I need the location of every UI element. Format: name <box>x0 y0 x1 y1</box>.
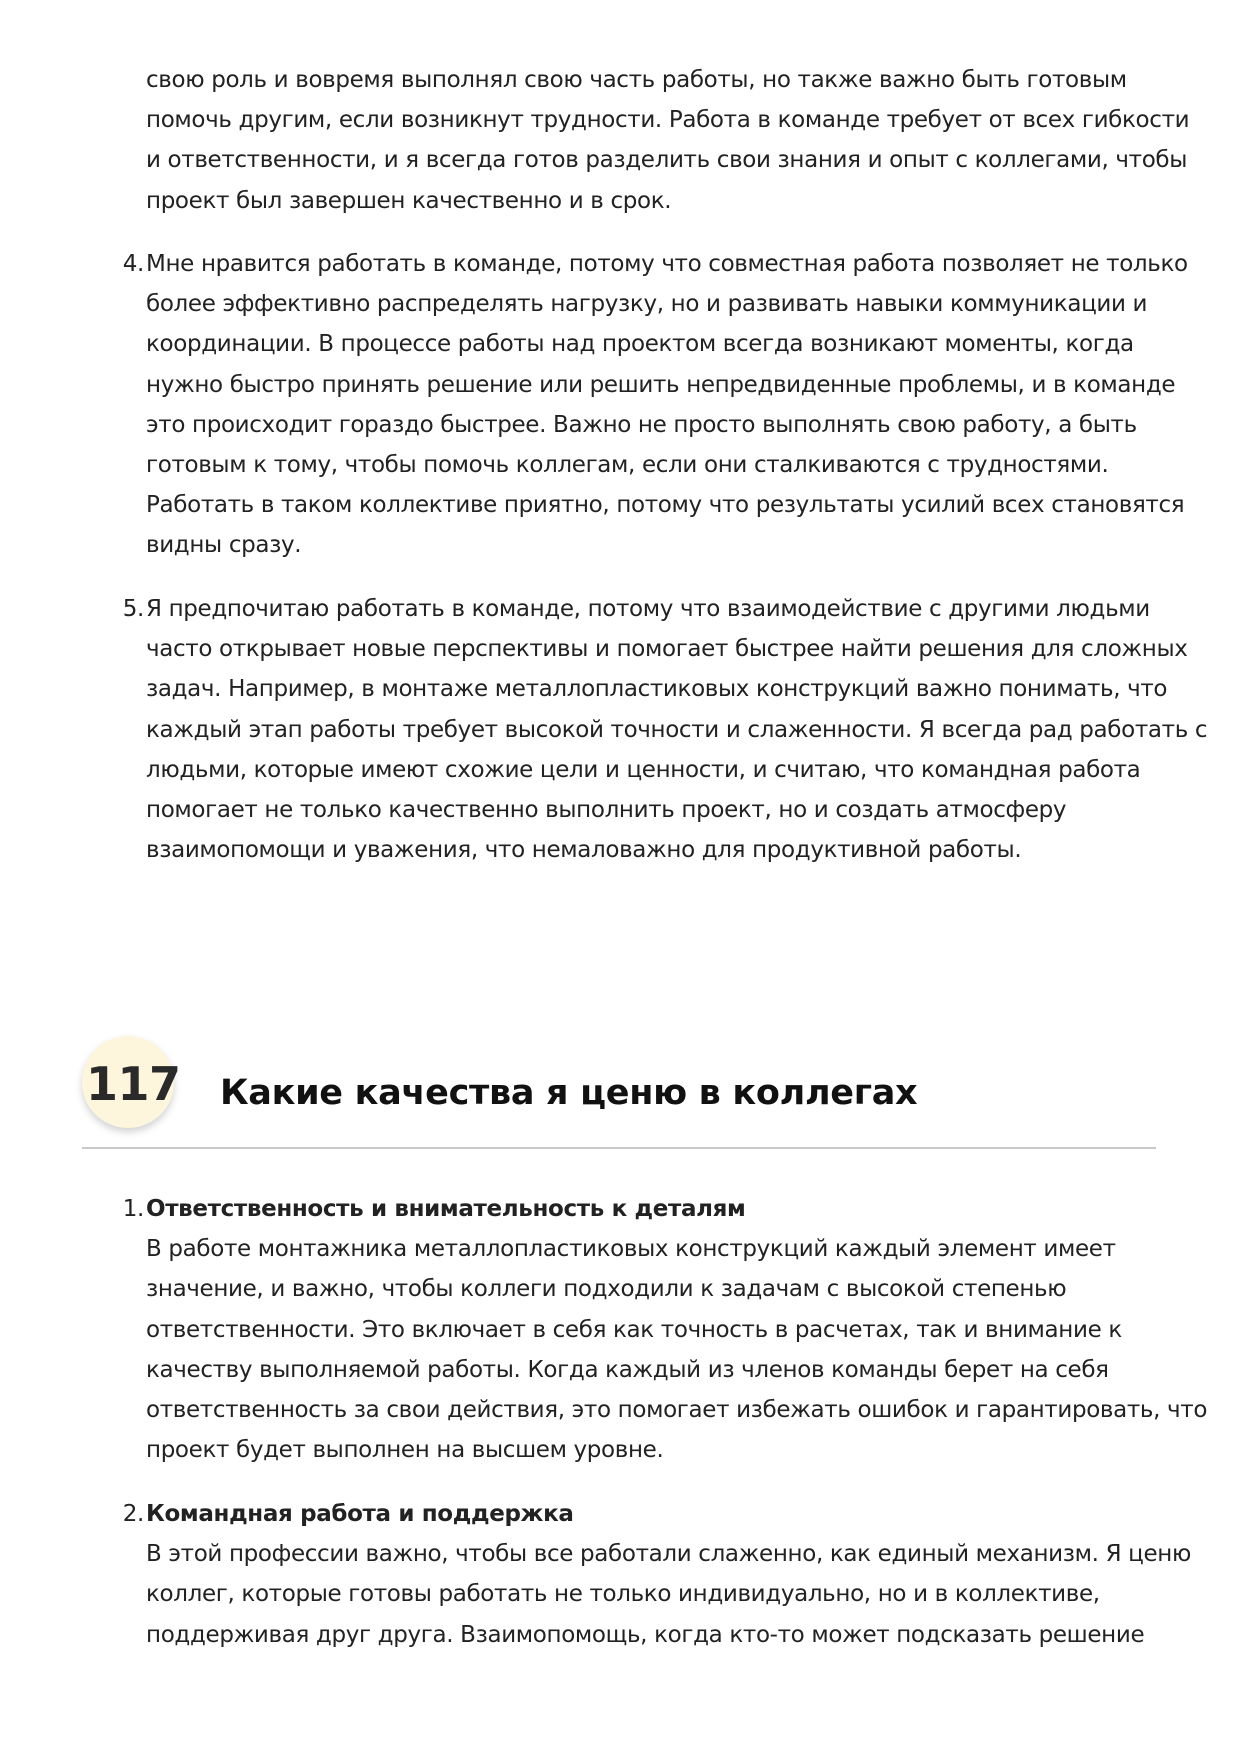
paragraph-line: В работе монтажника металлопластиковых конструкций каждый элемент имеет <box>146 1236 1116 1263</box>
paragraph-line: качеству выполняемой работы. Когда каждый из членов команды берет на себя <box>146 1356 1109 1383</box>
paragraph-line: Я предпочитаю работать в команде, потому что взаимодействие с другими людьми <box>146 596 1150 622</box>
paragraph-line: часто открывает новые перспективы и помогает быстрее найти решения для сложных <box>146 636 1188 663</box>
paragraph-line: задач. Например, в монтаже металлопластиковых конструкций важно понимать, что <box>146 676 1168 703</box>
paragraph-line: Мне нравится работать в команде, потому что совместная работа позволяет не только <box>146 251 1188 277</box>
paragraph-line: проект был завершен качественно и в срок. <box>146 187 672 214</box>
section-number: 117 <box>86 1057 181 1111</box>
quality-title: Командная работа и поддержка <box>146 1501 574 1527</box>
paragraph-line: проект будет выполнен на высшем уровне. <box>146 1437 664 1464</box>
quality-title: Ответственность и внимательность к деталям <box>146 1196 746 1222</box>
list-number: 1. <box>122 1196 144 1222</box>
list-item-5 <box>122 589 1208 870</box>
paragraph-line: помочь другим, если возникнут трудности. Работа в команде требует от всех гибкости <box>146 107 1190 134</box>
paragraph-line: коллег, которые готовы работать не только индивидуально, но и в коллективе, <box>146 1581 1100 1608</box>
paragraph-line: помогает не только качественно выполнить проект, но и создать атмосферу <box>146 797 1067 824</box>
quality-item-1 <box>122 1189 1208 1470</box>
paragraph-line: видны сразу. <box>146 532 302 559</box>
list-number: 2. <box>122 1501 144 1527</box>
list-number: 4. <box>122 251 144 277</box>
paragraph-line: более эффективно распределять нагрузку, но и развивать навыки коммуникации и <box>146 291 1148 318</box>
list-number: 5. <box>122 596 144 622</box>
paragraph-line: взаимопомощи и уважения, что немаловажно для продуктивной работы. <box>146 837 1022 864</box>
section-title: Какие качества я ценю в коллегах <box>220 1073 918 1113</box>
paragraph-line: свою роль и вовремя выполнял свою часть работы, но также важно быть готовым <box>146 67 1127 93</box>
paragraph-line: Работать в таком коллективе приятно, потому что результаты усилий всех становятся <box>146 492 1185 519</box>
paragraph-line: значение, и важно, чтобы коллеги подходили к задачам с высокой степенью <box>146 1276 1067 1303</box>
section-divider <box>82 1147 1156 1149</box>
paragraph-line: и ответственности, и я всегда готов разделить свои знания и опыт с коллегами, чтобы <box>146 147 1188 174</box>
paragraph-line: это происходит гораздо быстрее. Важно не просто выполнять свою работу, а быть <box>146 411 1137 438</box>
paragraph-line: людьми, которые имеют схожие цели и ценности, и считаю, что командная работа <box>146 756 1141 783</box>
quality-item-2 <box>122 1494 1191 1655</box>
paragraph-line: готовым к тому, чтобы помочь коллегам, если они сталкиваются с трудностями. <box>146 452 1109 479</box>
paragraph-line: поддерживая друг друга. Взаимопомощь, когда кто-то может подсказать решение <box>146 1621 1145 1648</box>
continued-paragraph <box>146 60 1190 221</box>
list-item-4 <box>122 244 1188 566</box>
paragraph-line: нужно быстро принять решение или решить непредвиденные проблемы, и в команде <box>146 371 1176 398</box>
paragraph-line: координации. В процессе работы над проектом всегда возникают моменты, когда <box>146 331 1134 358</box>
paragraph-line: ответственность за свои действия, это помогает избежать ошибок и гарантировать, что <box>146 1397 1208 1424</box>
paragraph-line: каждый этап работы требует высокой точности и слаженности. Я всегда рад работать с <box>146 716 1208 743</box>
paragraph-line: ответственности. Это включает в себя как точность в расчетах, так и внимание к <box>146 1316 1122 1343</box>
paragraph-line: В этой профессии важно, чтобы все работали слаженно, как единый механизм. Я ценю <box>146 1541 1191 1568</box>
section-header <box>82 1036 1162 1148</box>
